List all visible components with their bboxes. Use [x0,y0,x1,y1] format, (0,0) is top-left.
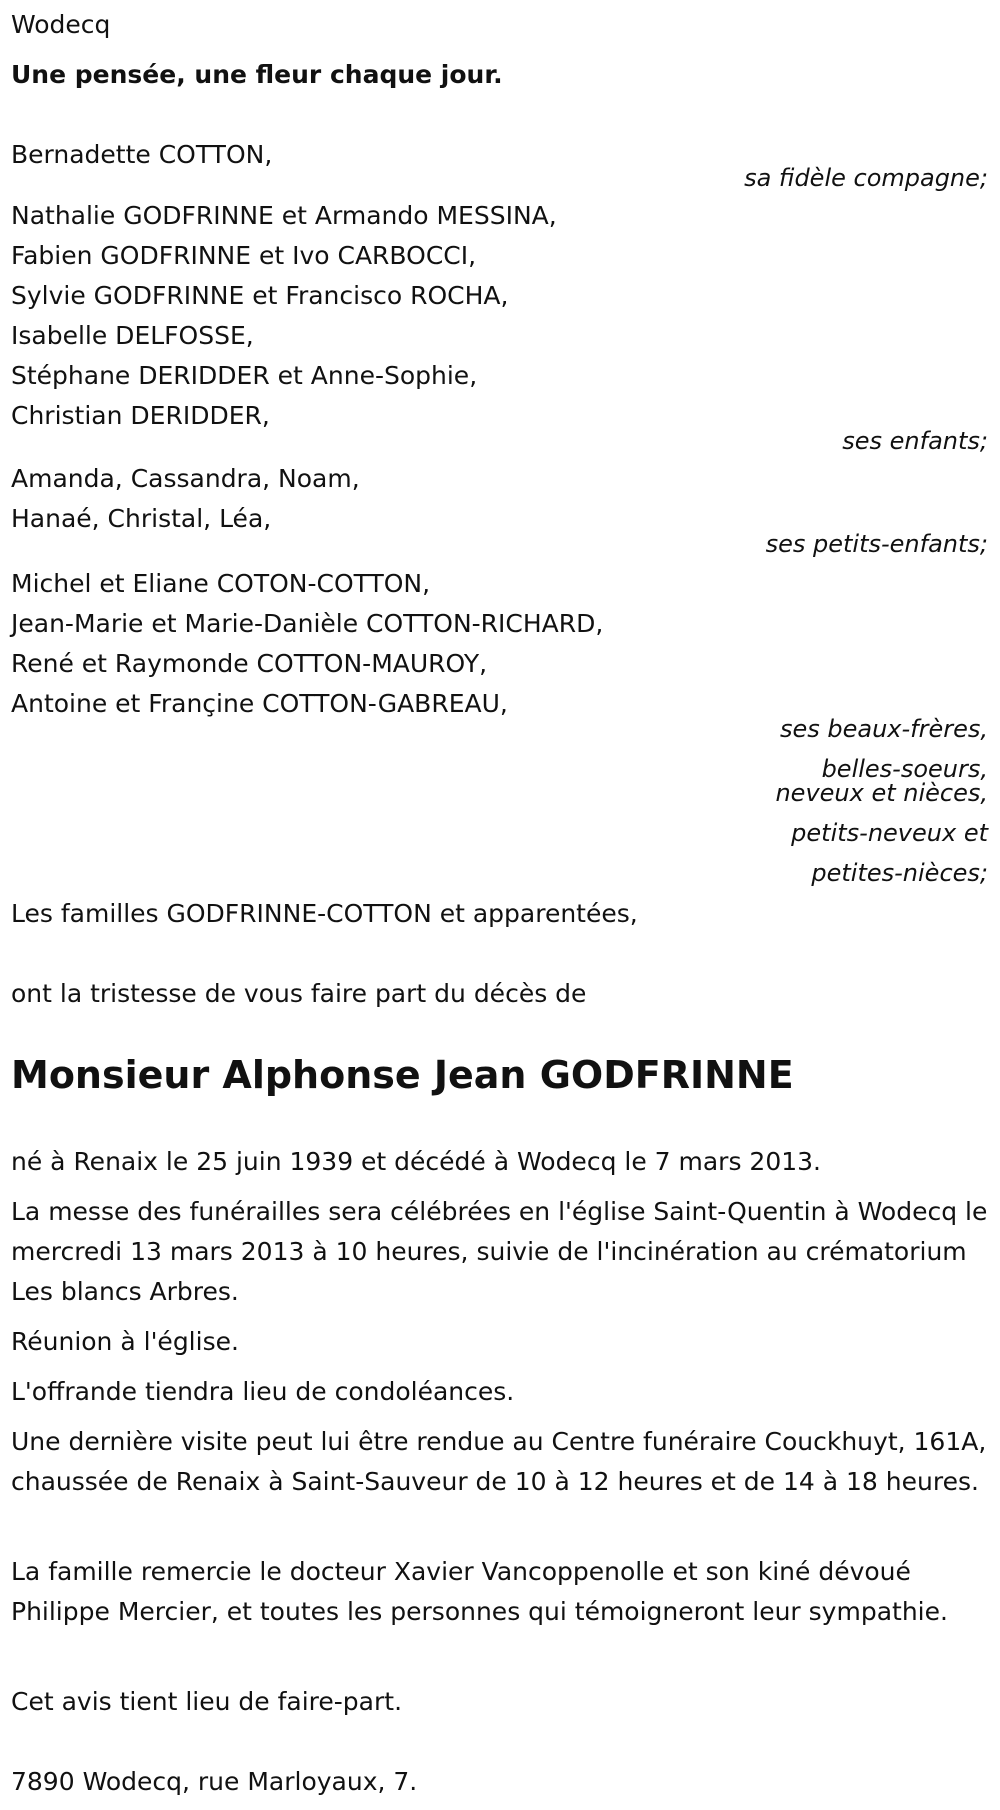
child-line: Isabelle DELFOSSE, [11,321,254,350]
child-line: Stéphane DERIDDER et Anne-Sophie, [11,361,478,390]
visit-paragraph: Une dernière visite peut lui être rendue au Centre funéraire Couckhuyt, 161A, chaussée de Renaix à Saint-Sauveur de 10 à 12 heures et de 14 à 18 heures. [11,1427,987,1496]
in-law-line: Jean-Marie et Marie-Danièle COTTON-RICHARD, [11,609,604,638]
tagline: Une pensée, une fleur chaque jour. [11,60,503,89]
spouse-name: Bernadette COTTON, [11,140,273,169]
in-law-line: René et Raymonde COTTON-MAUROY, [11,649,488,678]
in-laws-role: ses beaux-frères, [779,715,988,743]
child-line: Sylvie GODFRINNE et Francisco ROCHA, [11,281,509,310]
address-line: 7890 Wodecq, rue Marloyaux, 7. [11,1767,418,1796]
child-line: Nathalie GODFRINNE et Armando MESSINA, [11,201,557,230]
notice-paragraph: Cet avis tient lieu de faire-part. [11,1687,403,1716]
children-role: ses enfants; [842,427,988,455]
families-line: Les familles GODFRINNE-COTTON et apparentées, [11,899,638,928]
child-line: Fabien GODFRINNE et Ivo CARBOCCI, [11,241,477,270]
in-laws-role: petites-nièces; [811,859,988,887]
birth-death-paragraph: né à Renaix le 25 juin 1939 et décédé à Wodecq le 7 mars 2013. [11,1147,821,1176]
deceased-name: Monsieur Alphonse Jean GODFRINNE [11,1053,794,1097]
in-law-line: Antoine et Françine COTTON-GABREAU, [11,689,508,718]
child-line: Christian DERIDDER, [11,401,270,430]
funeral-paragraph: La messe des funérailles sera célébrées en l'église Saint-Quentin à Wodecq le mercredi 13 mars 2013 à 10 heures, suivie de l'incinération au crématorium Les blancs Arbres. [11,1197,988,1306]
grandchild-line: Amanda, Cassandra, Noam, [11,464,360,493]
announcement-line: ont la tristesse de vous faire part du décès de [11,979,587,1008]
in-laws-role: neveux et nièces, [775,779,988,807]
grandchildren-role: ses petits-enfants; [765,530,988,558]
spouse-role: sa fidèle compagne; [744,164,988,192]
grandchild-line: Hanaé, Christal, Léa, [11,504,272,533]
meeting-paragraph: Réunion à l'église. [11,1327,239,1356]
in-law-line: Michel et Eliane COTON-COTTON, [11,569,431,598]
in-laws-role: belles-soeurs, [821,755,988,783]
in-laws-role: petits-neveux et [791,819,988,847]
offering-paragraph: L'offrande tiendra lieu de condoléances. [11,1377,515,1406]
location-heading: Wodecq [11,10,111,39]
thanks-paragraph: La famille remercie le docteur Xavier Vancoppenolle et son kiné dévoué Philippe Mercier, et toutes les personnes qui témoigneront leur sympathie. [11,1557,948,1626]
